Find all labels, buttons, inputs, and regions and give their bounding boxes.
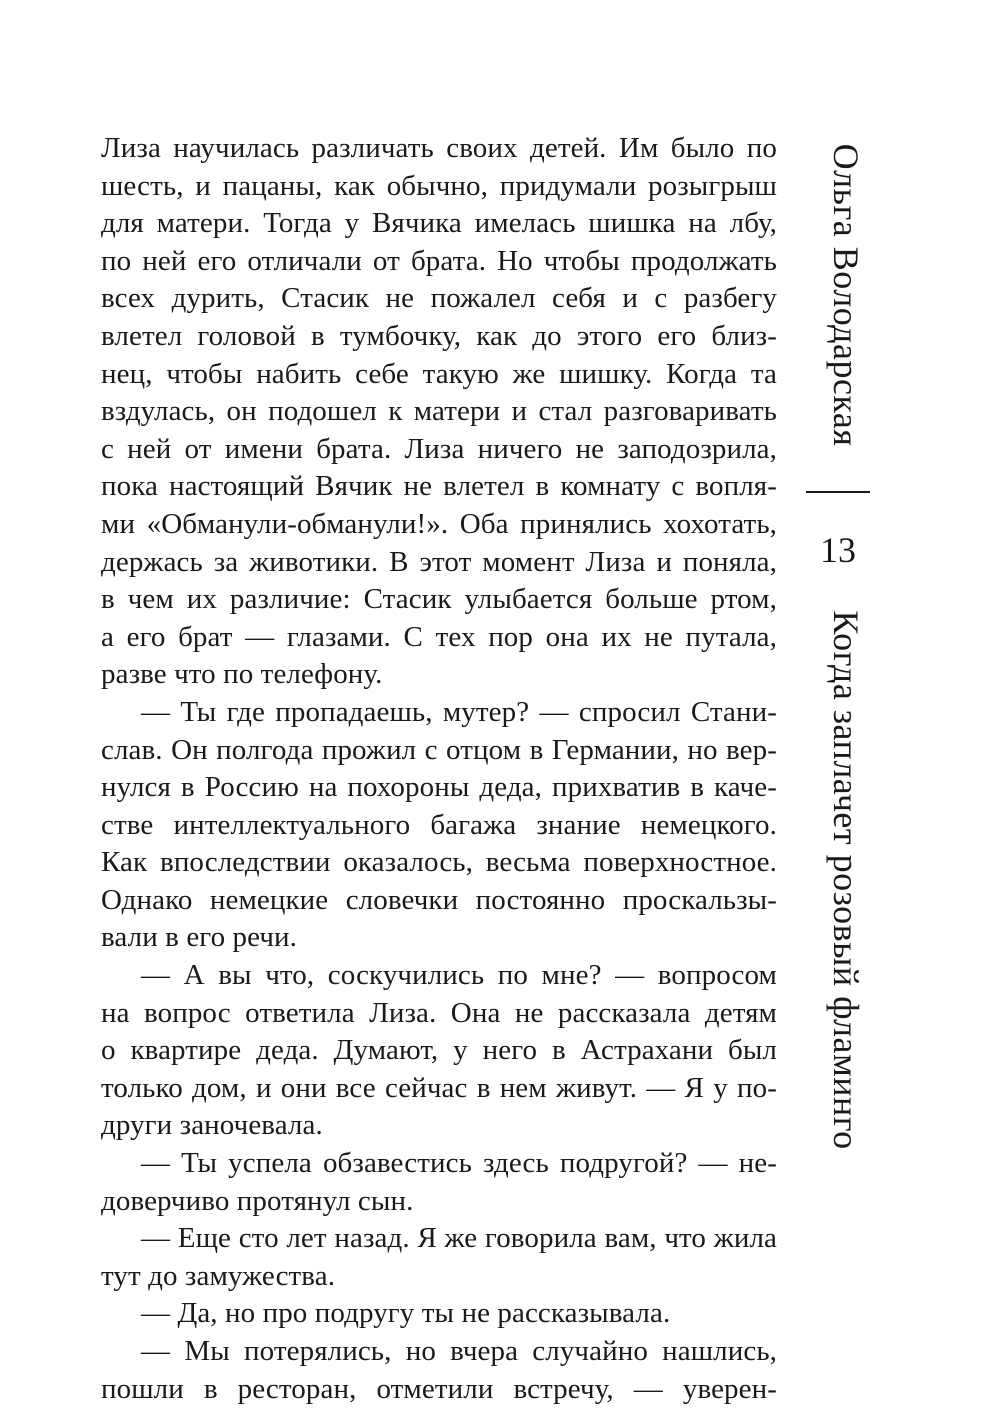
text-line: нулся в Россию на похороны деда, прихватив в каче- [101,771,777,804]
text-line: влетел головой в тумбочку, как до этого его близ- [101,319,777,352]
text-line: слав. Он полгода прожил с отцом в Германии, но вер- [101,733,777,766]
text-line: тут до замужества. [101,1259,336,1292]
running-head [816,130,876,1160]
author-name: Ольга Володарская [826,143,866,447]
text-line: для матери. Тогда у Вячика имелась шишка на лбу, [101,207,777,240]
text-line: а его брат — глазами. С тех пор она их не путала, [101,620,777,653]
text-line: други заночевала. [101,1109,323,1142]
text-line: — А вы что, соскучились по мне? — вопросом [141,959,777,992]
text-line: стве интеллектуального багажа знание немецкого. [101,808,777,841]
text-line: — Мы потерялись, но вчера случайно нашлись, [141,1335,777,1367]
text-line: в чем их различие: Стасик улыбается больше ртом, [101,583,777,616]
page-number: 13 [820,530,856,570]
text-line: вали в его речи. [101,921,298,954]
text-line: — Ты успела обзавестись здесь подругой? — не- [141,1147,777,1180]
text-line: о квартире деда. Думают, у него в Астрахани был [101,1034,777,1067]
text-line: вздулась, он подошел к матери и стал разговаривать [101,395,777,428]
text-line: на вопрос ответила Лиза. Она не рассказала детям [101,996,777,1029]
running-head-divider [806,491,870,493]
text-line: Лиза научилась различать своих детей. Им было по [101,132,777,164]
running-head-title [816,605,876,1155]
text-line: — Да, но про подругу ты не рассказывала. [141,1297,671,1330]
text-line: — Ты где пропадаешь, мутер? — спросил Стани- [141,695,777,728]
text-line: пока настоящий Вячик не влетел в комнату с вопля- [101,470,777,503]
text-line: разве что по телефону. [101,658,383,691]
text-line: только дом, и они все сейчас в нем живут. — Я у по- [101,1071,777,1104]
text-line: доверчиво протянул сын. [101,1184,414,1217]
text-line: нец, чтобы набить себе такую же шишку. Когда та [101,357,777,390]
running-head-author [816,130,876,460]
text-line: всех дурить, Стасик не пожалел себя и с разбегу [101,282,777,315]
text-line: пошли в ресторан, отметили встречу, — уверен- [101,1372,777,1405]
text-line: с ней от имени брата. Лиза ничего не заподозрила, [101,432,777,465]
body-text [101,130,777,1408]
text-line: ми «Обманули-обманули!». Оба принялись хохотать, [101,507,777,540]
text-line: по ней его отличали от брата. Но чтобы продолжать [101,244,777,277]
book-title: Когда заплачет розовый фламинго [826,610,866,1150]
text-line: держась за животики. В этот момент Лиза и поняла, [101,545,777,578]
text-line: Однако немецкие словечки постоянно проскальзы- [101,883,777,916]
text-line: шесть, и пацаны, как обычно, придумали розыгрыш [101,169,777,202]
text-line: — Еще сто лет назад. Я же говорила вам, что жила [141,1222,777,1255]
text-line: Как впоследствии оказалось, весьма поверхностное. [101,846,777,879]
